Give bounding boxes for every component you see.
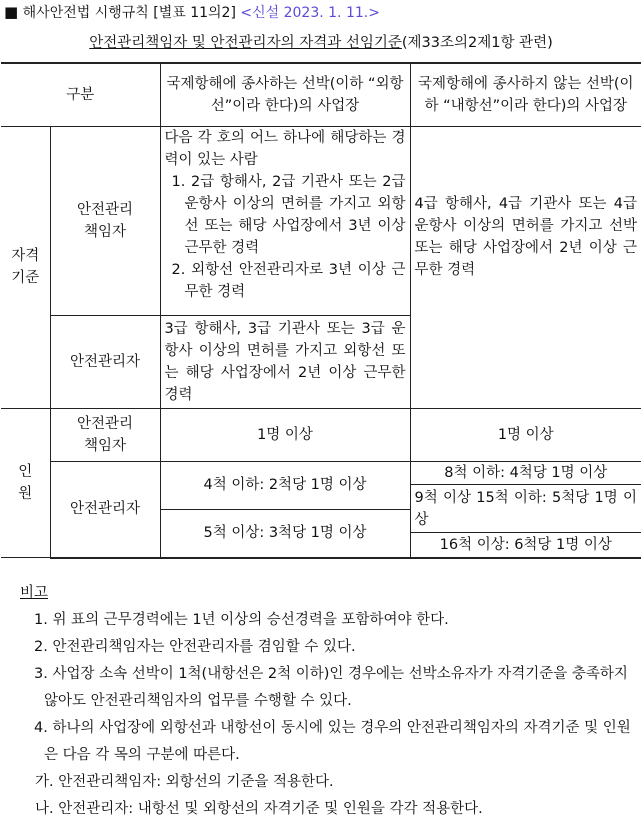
note-1: 1. 위 표의 근무경력에는 1년 이상의 승선경력을 포함하여야 한다. [34, 612, 449, 628]
note-4a: 가. 안전관리책임자: 외항선의 기준을 적용한다. [35, 774, 334, 790]
domestic-officer-staff [410, 461, 641, 558]
notes-heading: 비고 [20, 585, 49, 601]
foreign-manager-qualification [160, 126, 410, 315]
note-4: 4. 하나의 사업장에 외항선과 내항선이 동시에 있는 경우의 안전관리책임자의 자격기준 및 인원은 다음 각 목의 구분에 따른다. [34, 720, 631, 763]
foreign-officer-staff-row: 5척 이상: 3척당 1명 이상 [203, 525, 367, 542]
manager-label: 안전관리 책임자 [50, 126, 160, 315]
staff-manager-label: 안전관리 책임자 [50, 408, 160, 461]
note-2: 2. 안전관리책임자는 안전관리자를 겸임할 수 있다. [34, 639, 356, 655]
criteria-table [1, 62, 641, 559]
square-bullet-icon: ■ [4, 3, 19, 21]
domestic-qualification: 4급 항해사, 4급 기관사 또는 4급 운항사 이상의 면허를 가지고 선박 또는 해당 사업장에서 2년 이상 근무한 경력 [410, 126, 641, 408]
note-4b: 나. 안전관리자: 내항선 및 외항선의 자격기준 및 인원을 각각 적용한다. [35, 801, 483, 817]
note-3: 3. 사업장 소속 선박이 1척(내항선은 2척 이하)인 경우에는 선박소유자가 자격기준을 충족하지 않아도 안전관리책임자의 업무를 수행할 수 있다. [34, 666, 628, 709]
domestic-officer-staff-row: 16척 이상: 6척당 1명 이상 [439, 536, 612, 553]
foreign-officer-staff [160, 461, 410, 558]
foreign-manager-staff: 1명 이상 [160, 408, 410, 461]
header-domestic: 국제항해에 종사하지 않는 선박(이하 “내항선”이라 한다)의 사업장 [410, 63, 641, 126]
foreign-manager-item-1: 1. 2급 항해사, 2급 기관사 또는 2급 운항사 이상의 면허를 가지고 외항선 또는 해당 사업장에서 3년 이상 근무한 경력 [171, 173, 406, 256]
foreign-manager-item-2: 2. 외항선 안전관리자로 3년 이상 근무한 경력 [171, 261, 406, 300]
domestic-manager-staff: 1명 이상 [410, 408, 641, 461]
domestic-officer-staff-row: 8척 이하: 4척당 1명 이상 [411, 462, 642, 485]
revision-note: <신설 2023. 1. 11.> [240, 5, 380, 21]
foreign-officer-qualification: 3급 항해사, 3급 기관사 또는 3급 운항사 이상의 면허를 가지고 외항선 또는 해당 사업장에서 2년 이상 근무한 경력 [160, 315, 410, 408]
foreign-officer-staff-row: 4척 이하: 2척당 1명 이상 [161, 462, 410, 510]
domestic-officer-staff-row: 9척 이상 15척 이하: 5척당 1명 이상 [411, 485, 642, 533]
title-ref: (제33조의2제1항 관련) [401, 35, 553, 51]
document-title [0, 31, 642, 52]
foreign-manager-intro: 다음 각 호의 어느 하나에 해당하는 경력이 있는 사람 [164, 129, 406, 168]
header-category: 구분 [1, 63, 160, 126]
notes-section [20, 580, 636, 823]
staff-officer-label: 안전관리자 [50, 461, 160, 558]
header-foreign: 국제항해에 종사하는 선박(이하 “외항선”이라 한다)의 사업장 [160, 63, 410, 126]
qualification-label: 자격 기준 [1, 126, 50, 408]
staffing-label: 인 원 [1, 408, 50, 558]
title-main: 안전관리책임자 및 안전관리자의 자격과 선임기준 [89, 35, 402, 51]
document-header [4, 2, 380, 22]
law-reference: 해사안전법 시행규칙 [별표 11의2] [22, 5, 236, 21]
officer-label: 안전관리자 [50, 315, 160, 408]
